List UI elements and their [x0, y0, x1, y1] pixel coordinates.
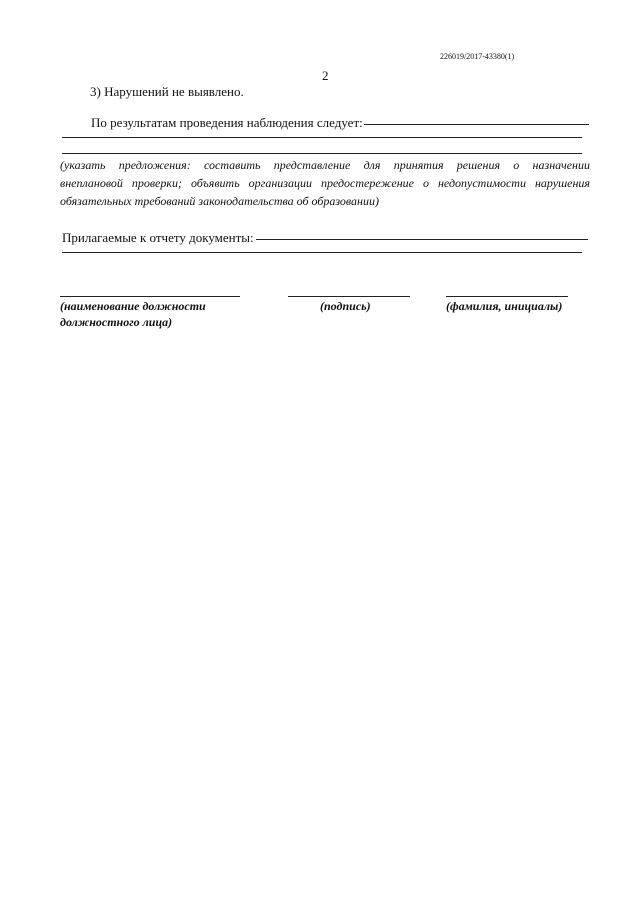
signature-caption: (подпись): [320, 299, 371, 313]
document-number: 226019/2017-43380(1): [440, 52, 515, 61]
finding-item: 3) Нарушений не выявлено.: [90, 84, 244, 99]
position-caption: [60, 298, 206, 330]
results-fill-line: [364, 124, 589, 125]
attachments-line-1: [62, 252, 582, 253]
name-caption: (фамилия, инициалы): [446, 299, 563, 313]
hint-line-2: внеплановой проверки; объявить организации предостережение о недопустимости нарушения: [60, 176, 590, 190]
results-line-1: [62, 137, 582, 138]
name-signature-line: [446, 296, 568, 297]
position-signature-line: [60, 296, 240, 297]
signature-line: [288, 296, 410, 297]
attachments-fill-line: [256, 239, 588, 240]
hint-line-1: (указать предложения: составить представление для принятия решения о назначении: [60, 158, 590, 172]
results-line-2: [62, 153, 582, 154]
attachments-label: Прилагаемые к отчету документы:: [62, 230, 254, 245]
hint-line-3: обязательных требований законодательства об образовании): [60, 194, 379, 208]
position-caption-line-2: должностного лица): [60, 315, 173, 329]
page-number: 2: [322, 68, 329, 83]
position-caption-line-1: (наименование должности: [60, 299, 206, 313]
results-label: По результатам проведения наблюдения следует:: [91, 115, 363, 130]
